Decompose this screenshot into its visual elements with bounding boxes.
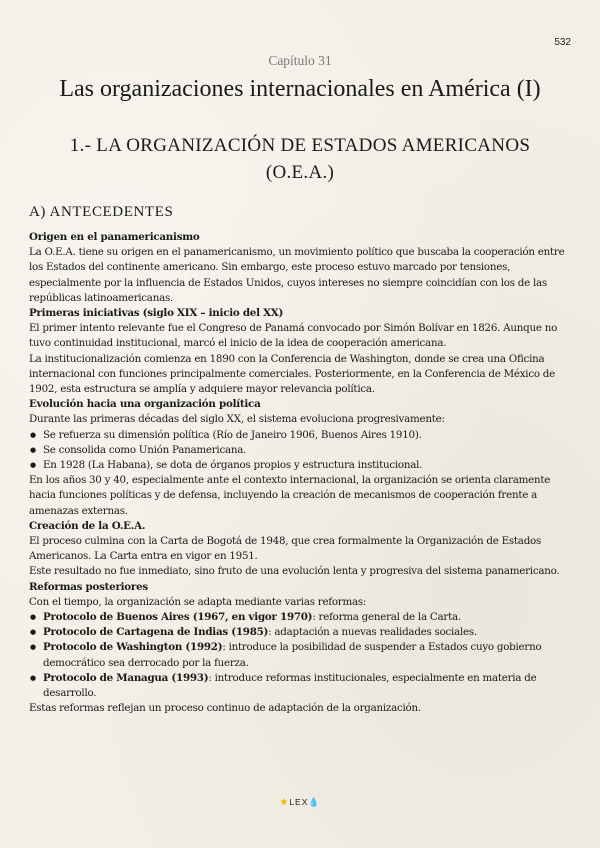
list-item — [29, 625, 573, 640]
block-heading: Evolución hacia una organización política — [29, 398, 261, 411]
section-title — [40, 132, 560, 186]
list-item: ● Se consolida como Unión Panamericana. — [29, 443, 573, 458]
block-heading: Reformas posteriores — [29, 580, 148, 593]
list-item — [29, 671, 573, 701]
reform-description: : adaptación a nuevas realidades sociales. — [268, 626, 477, 639]
paragraph: El primer intento relevante fue el Congreso de Panamá convocado por Simón Bolívar en 1826. Aunque no tuvo continuidad institucional, marcó el inicio de la idea de cooperación americana. — [29, 322, 558, 350]
reform-name: Protocolo de Buenos Aires (1967, en vigor 1970) — [43, 611, 313, 624]
chapter-label: Capítulo 31 — [268, 53, 332, 68]
section-title-acronym: (O.E.A.) — [265, 162, 335, 183]
footer-logo — [0, 797, 600, 808]
reform-description: : introduce la posibilidad de suspender a Estados cuyo gobierno democrático sea derrocado por la fuerza. — [43, 641, 542, 669]
paragraph: La O.E.A. tiene su origen en el panamericanismo, un movimiento político que buscaba la cooperación entre los Estados del continente americano. Sin embargo, este proceso estuvo marcado por tensiones, especialmente por la influencia de Estados Unidos, cuyos intereses no siempre coincidían con los de las repúblicas latinoamericanas. — [29, 246, 565, 304]
paragraph: Con el tiempo, la organización se adapta mediante varias reformas: — [29, 595, 367, 608]
subsection-heading: A) ANTECEDENTES — [29, 204, 174, 220]
list-item — [29, 610, 573, 625]
reform-name: Protocolo de Cartagena de Indias (1985) — [43, 626, 269, 639]
paragraph: La institucionalización comienza en 1890 con la Conferencia de Washington, donde se crea una Oficina internacional con funciones principalmente comerciales. Posteriormente, en la Conferencia de México de 1902, esta estructura se amplía y adquiere mayor relevancia política. — [29, 352, 555, 396]
paragraph: Durante las primeras décadas del siglo XX, el sistema evoluciona progresivamente: — [29, 413, 445, 426]
document-body — [29, 230, 573, 717]
list-item: ● En 1928 (La Habana), se dota de órganos propios y estructura institucional. — [29, 458, 573, 473]
drop-icon: 💧 — [308, 797, 321, 807]
evolution-list — [29, 428, 573, 474]
paragraph: El proceso culmina con la Carta de Bogotá de 1948, que crea formalmente la Organización de Estados Americanos. La Carta entra en vigor en 1951. — [29, 535, 542, 563]
reform-name: Protocolo de Managua (1993) — [43, 671, 209, 684]
star-icon: ★ — [279, 797, 290, 808]
list-item — [29, 640, 573, 670]
page-number: 532 — [554, 37, 571, 48]
section-title-main: 1.- LA ORGANIZACIÓN DE ESTADOS AMERICANOS — [69, 135, 531, 156]
logo-text: LEX — [289, 797, 309, 807]
reform-description: : reforma general de la Carta. — [312, 611, 461, 624]
reform-description: : introduce reformas institucionales, especialmente en materia de desarrollo. — [43, 671, 537, 700]
reform-name: Protocolo de Washington (1992) — [43, 641, 223, 654]
paragraph: En los años 30 y 40, especialmente ante el contexto internacional, la organización se orienta claramente hacia funciones políticas y de defensa, incluyendo la creación de mecanismos de cooperación frente a amenazas externas. — [29, 474, 551, 517]
block-heading: Creación de la O.E.A. — [29, 519, 146, 532]
list-item: ● Se refuerza su dimensión política (Río de Janeiro 1906, Buenos Aires 1910). — [29, 428, 573, 443]
paragraph: Estas reformas reflejan un proceso continuo de adaptación de la organización. — [29, 702, 421, 715]
paragraph: Este resultado no fue inmediato, sino fruto de una evolución lenta y progresiva del sistema panamericano. — [29, 565, 560, 578]
chapter-title: Las organizaciones internacionales en América (I) — [59, 76, 541, 102]
block-heading: Origen en el panamericanismo — [29, 231, 200, 243]
reforms-list — [29, 610, 573, 701]
block-heading: Primeras iniciativas (siglo XIX – inicio del XX) — [29, 307, 284, 320]
